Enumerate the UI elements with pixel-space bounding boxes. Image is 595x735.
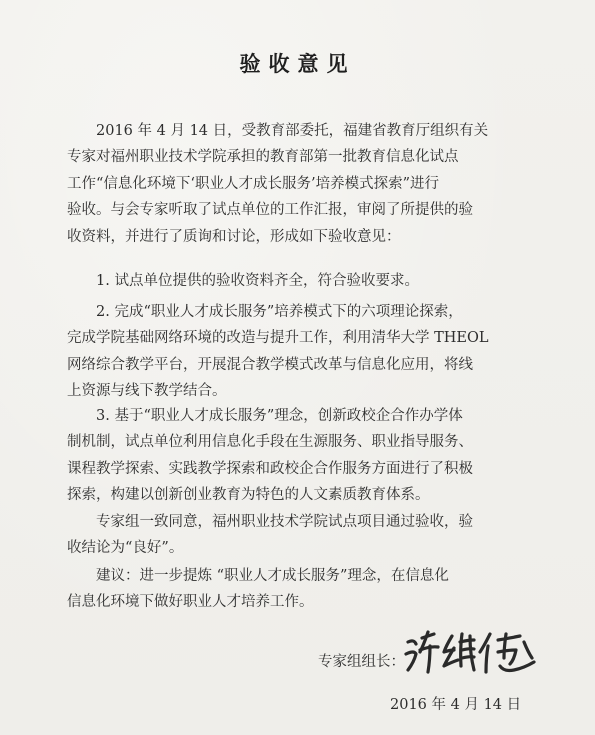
- text-line: 1. 试点单位提供的验收资料齐全，符合验收要求。: [96, 273, 419, 289]
- conclusion-paragraph: [67, 509, 527, 562]
- signature-label: 专家组组长：: [318, 654, 405, 670]
- text-line: 课程教学探索、实践教学探索和政校企合作服务方面进行了积极: [67, 460, 473, 477]
- item-3-paragraph: [67, 403, 527, 509]
- text-line: 专家对福州职业技术学院承担的教育部第一批教育信息化试点: [67, 149, 459, 166]
- text-line: 2. 完成“职业人才成长服务”培养模式下的六项理论探索，: [96, 304, 463, 320]
- text-line: 2016 年 4 月 14 日，受教育部委托，福建省教育厅组织有关: [96, 123, 489, 139]
- item-1-paragraph: [67, 268, 527, 294]
- text-line: 3. 基于“职业人才成长服务”理念，创新政校企合作办学体: [96, 408, 463, 424]
- suggestion-paragraph: [67, 563, 527, 616]
- item-2-paragraph: [67, 299, 527, 405]
- text-line: 网络综合教学平台，开展混合教学模式改革与信息化应用，将线: [67, 356, 473, 373]
- text-line: 信息化环境下做好职业人才培养工作。: [67, 594, 314, 611]
- text-line: 专家组一致同意，福州职业技术学院试点项目通过验收，验: [96, 514, 473, 530]
- text-line: 收结论为“良好”。: [67, 540, 184, 557]
- text-line: 完成学院基础网络环境的改造与提升工作，利用清华大学 THEOL: [67, 330, 489, 347]
- handwritten-signature: [402, 628, 542, 676]
- text-line: 验收。与会专家听取了试点单位的工作汇报，审阅了所提供的验: [67, 202, 473, 219]
- text-line: 探索，构建以创新创业教育为特色的人文素质教育体系。: [67, 487, 430, 504]
- document-title: 验收意见: [239, 51, 356, 76]
- text-line: 收资料，并进行了质询和讨论，形成如下验收意见：: [67, 228, 401, 245]
- text-line: 建议：进一步提炼 “职业人才成长服务”理念，在信息化: [96, 568, 449, 584]
- text-line: 制机制，试点单位利用信息化手段在生源服务、职业指导服务、: [67, 434, 473, 451]
- intro-paragraph: [67, 118, 527, 250]
- document-date: 2016 年 4 月 14 日: [390, 697, 522, 713]
- text-line: 上资源与线下教学结合。: [67, 383, 227, 400]
- text-line: 工作“信息化环境下‘职业人才成长服务’培养模式探索”进行: [67, 175, 440, 192]
